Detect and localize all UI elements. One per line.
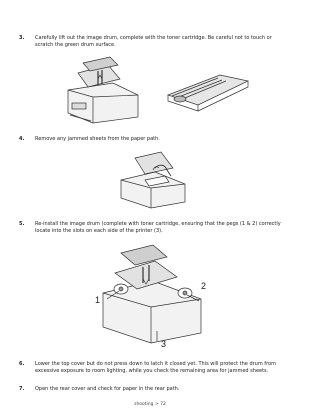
- callout-3: 3: [161, 339, 167, 348]
- step-number: 5.: [19, 221, 25, 227]
- step-text: Lower the top cover but do not press down to latch it closed yet. This will protect the drum from excessive exposure to room lighting, while you check the remaining area for jammed sheets.: [35, 361, 276, 374]
- page-footer: shooting > 72: [134, 402, 166, 407]
- step-text: Open the rear cover and check for paper in the rear path.: [35, 386, 180, 392]
- step-text: Remove any jammed sheets from the paper path.: [35, 136, 160, 142]
- step-number: 7.: [19, 386, 25, 392]
- remove-jammed-paper-illustration: [115, 150, 191, 210]
- printer-drum-removal-illustration: [58, 55, 158, 125]
- step-text: Carefully lift out the image drum, complete with the toner cartridge. Be careful not to touch or scratch the green drum surface.: [35, 35, 272, 48]
- image-drum-illustration: [160, 65, 256, 115]
- step-number: 6.: [19, 361, 25, 367]
- callout-2: 2: [201, 281, 207, 291]
- step-text: Re-install the image drum (complete with toner cartridge, ensuring that the pegs (1 & 2) correctly locate into the slots on each side of the printer (3).: [35, 221, 281, 234]
- step-number: 3.: [19, 35, 25, 41]
- callout-1: 1: [95, 295, 101, 305]
- step-number: 4.: [19, 136, 25, 142]
- reinstall-drum-illustration: [93, 243, 218, 348]
